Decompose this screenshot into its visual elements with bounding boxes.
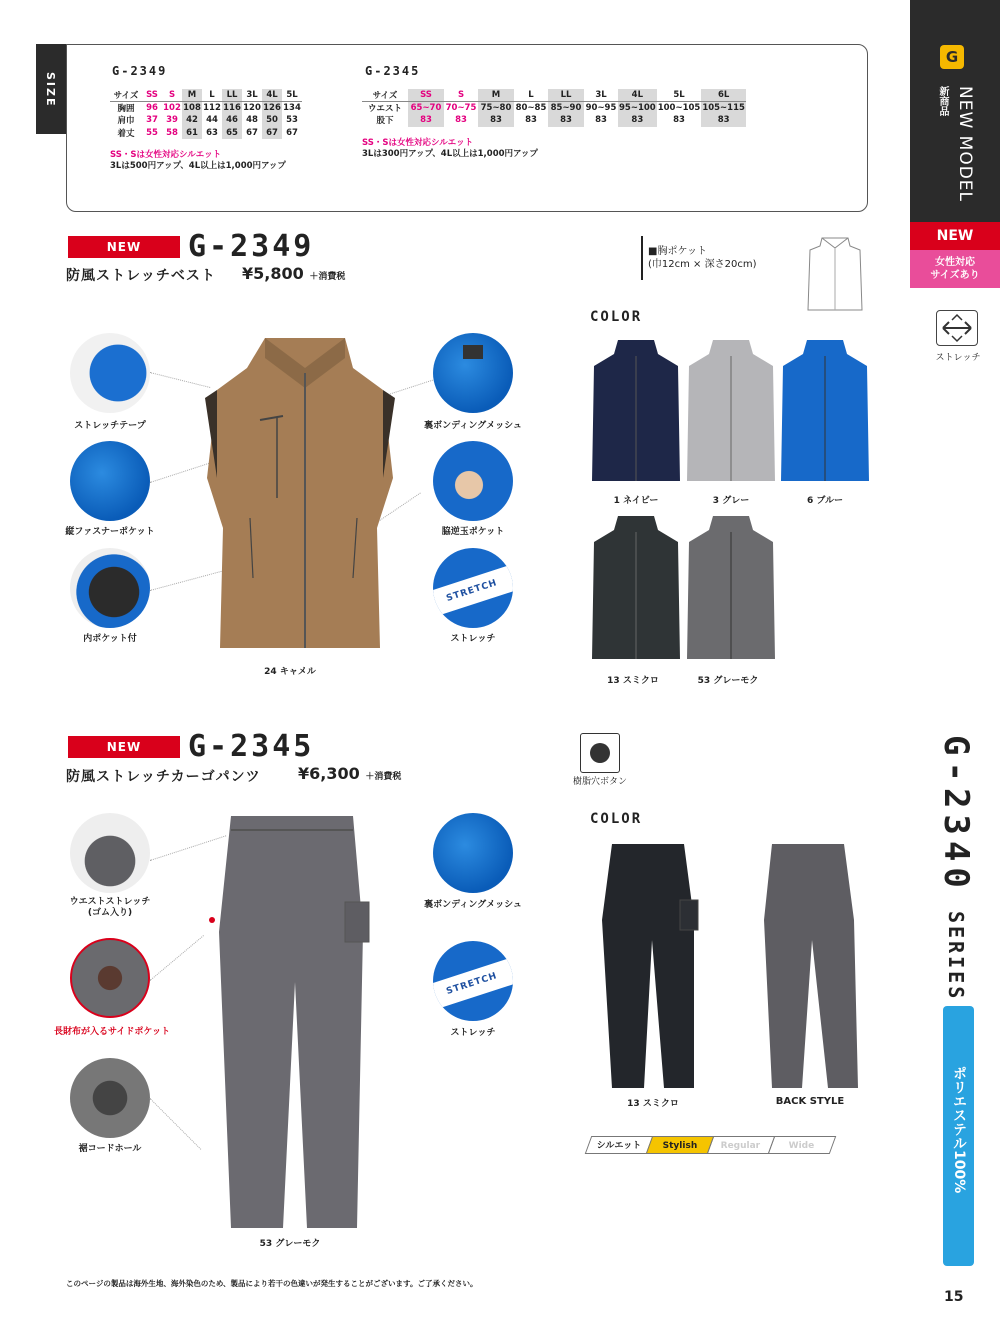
cell: 65~70: [408, 102, 444, 115]
header-cell: S: [444, 89, 478, 102]
series-number: G-2340: [936, 735, 976, 894]
header-cell: サイズ: [362, 89, 408, 102]
table-row: [362, 102, 746, 115]
cell: 120: [243, 103, 261, 113]
silhouette-label: シルエット: [585, 1136, 654, 1154]
header-cell: L: [202, 89, 222, 102]
pocket-note-size: (巾12cm × 深さ20cm): [648, 259, 757, 270]
women-size-badge: [910, 250, 1000, 288]
g2349-size-table: [110, 89, 302, 139]
series-title: [936, 735, 976, 1002]
cell: 83: [701, 114, 746, 127]
cell: 83: [478, 114, 514, 127]
women-size-line2: サイズあり: [930, 270, 980, 281]
footnote: このページの製品は海外生地、海外染色のため、製品により若干の色違いが発生することがございます。ご了承ください。: [66, 1279, 478, 1288]
feature-label: 裾コードホール: [78, 1144, 142, 1154]
vest-color-heading: COLOR: [590, 309, 643, 325]
note-women: SS・Sは女性対応シルエット: [110, 150, 222, 160]
cell: 83: [408, 114, 444, 127]
cell: 46: [222, 114, 242, 127]
cell: 67: [286, 127, 298, 138]
header-cell: SS: [408, 89, 444, 102]
table-row: [110, 102, 302, 115]
g2345-size-table: [362, 89, 746, 127]
cell: 67: [262, 127, 282, 140]
zipper-pocket-detail-image: [70, 441, 150, 521]
new-model-label: NEW MODEL: [955, 86, 975, 203]
vest-color-gray-image: [683, 336, 779, 484]
pants-product-name: 防風ストレッチカーゴパンツ: [66, 769, 261, 785]
pants-color-sumikuro-image: [598, 840, 708, 1090]
vest-color-blue-image: [777, 336, 873, 484]
shinshouhin-label: 新商品: [937, 86, 948, 116]
size-tab: SIZE: [36, 44, 66, 134]
pants-color-sumikuro-label: 13 スミクロ: [627, 1099, 679, 1109]
side-pocket-detail-image: [433, 441, 513, 521]
row-label: 着丈: [117, 128, 135, 139]
stretch-word: STRETCH: [433, 958, 513, 1011]
cell: 95~100: [619, 103, 656, 113]
bonding-mesh-detail-image: [433, 813, 513, 893]
vest-price: [242, 264, 345, 283]
cell: 96: [146, 103, 158, 113]
vest-color-navy-image: [588, 336, 684, 484]
vest-color-blue-label: 6 ブルー: [806, 496, 844, 506]
header-cell: LL: [548, 89, 584, 102]
silhouette-regular: Regular: [707, 1136, 776, 1154]
cell: 85~90: [548, 102, 584, 115]
cell: 112: [203, 103, 221, 113]
header-cell: 5L: [282, 89, 302, 102]
cell: 70~75: [445, 103, 477, 113]
feature-label: 裏ボンディングメッシュ: [424, 421, 522, 431]
vest-color-navy-label: 1 ネイビー: [613, 496, 659, 506]
cell: 100~105: [657, 103, 701, 113]
header-cell: S: [162, 89, 182, 102]
note-price: 3Lは500円アップ、4L以上は1,000円アップ: [110, 161, 286, 171]
header-cell: M: [182, 89, 202, 102]
stretch-icon: [936, 310, 978, 346]
stretch-tape-detail-image: [70, 333, 150, 413]
table-row: [110, 114, 302, 127]
waist-stretch-detail-image: [70, 813, 150, 893]
pants-new-badge: NEW: [68, 736, 180, 758]
header-cell: 4L: [618, 89, 657, 102]
vest-color-sumikuro-image: [588, 512, 684, 662]
cell: 61: [182, 127, 202, 140]
pants-price: [298, 764, 401, 783]
cell: 42: [182, 114, 202, 127]
cell: 67: [246, 127, 258, 138]
hem-cord-hole-detail-image: [70, 1058, 150, 1138]
cell: 83: [618, 114, 657, 127]
row-label: 胸囲: [117, 104, 135, 114]
stretch-detail-image: [433, 941, 513, 1021]
cell: 39: [166, 115, 178, 126]
sidebar-new-badge: NEW: [910, 222, 1000, 250]
vest-color-graymoku-image: [683, 512, 779, 662]
header-cell: M: [478, 89, 514, 102]
silhouette-scale: [588, 1136, 832, 1154]
vest-main-color-label: 24 キャメル: [264, 667, 316, 677]
cell: 53: [286, 115, 298, 126]
cell: 105~115: [702, 103, 745, 113]
pants-main-image: [195, 812, 395, 1232]
women-size-line1: 女性対応: [935, 257, 975, 268]
table-row: [110, 127, 302, 140]
pants-back-style-image: [758, 840, 868, 1090]
header-cell: SS: [142, 89, 162, 102]
vest-color-graymoku-label: 53 グレーモク: [697, 676, 759, 686]
header-cell: サイズ: [110, 89, 142, 102]
resin-button-label: 樹脂穴ボタン: [572, 777, 627, 787]
cell: 44: [206, 115, 218, 126]
cell: 50: [262, 114, 282, 127]
feature-label: ストレッチ: [450, 1028, 496, 1038]
cell: 65: [222, 127, 242, 140]
vest-new-badge: NEW: [68, 236, 180, 258]
leader-line: [150, 1098, 202, 1150]
vest-product-name: 防風ストレッチベスト: [66, 268, 216, 284]
side-pocket-detail-image: [70, 938, 150, 1018]
page-number: 15: [944, 1289, 964, 1305]
pants-model-number: G-2345: [188, 729, 315, 764]
header-cell: 4L: [262, 89, 282, 102]
silhouette-wide: Wide: [768, 1136, 837, 1154]
silhouette-stylish: Stylish: [646, 1136, 715, 1154]
vest-color-sumikuro-label: 13 スミクロ: [607, 676, 659, 686]
row-label: 股下: [376, 116, 394, 127]
feature-label: [60, 897, 160, 919]
cell: 48: [246, 115, 258, 126]
g2349-size-title: G-2349: [112, 64, 168, 78]
series-word: SERIES: [944, 911, 968, 1002]
feature-label: ストレッチ: [450, 634, 496, 644]
material-label: ポリエステル100%: [951, 1066, 967, 1194]
note-women: SS・Sは女性対応シルエット: [362, 138, 474, 148]
feature-label: ストレッチテープ: [74, 421, 146, 431]
cell: 58: [166, 127, 178, 138]
pants-main-color-label: 53 グレーモク: [259, 1239, 321, 1249]
pants-color-heading: COLOR: [590, 811, 643, 827]
vest-pocket-note: [648, 245, 756, 271]
cell: 75~80: [478, 102, 514, 115]
cell: 134: [283, 103, 301, 113]
header-cell: L: [514, 89, 548, 102]
header-cell: LL: [222, 89, 242, 102]
cell: 55: [146, 127, 158, 138]
feature-label: 内ポケット付: [83, 634, 137, 644]
cell: 126: [263, 103, 281, 113]
stretch-word: STRETCH: [433, 565, 513, 618]
pants-back-style-label: BACK STYLE: [775, 1096, 845, 1107]
stretch-icon-label: ストレッチ: [935, 353, 981, 363]
cell: 83: [455, 115, 467, 126]
row-label: ウエスト: [367, 104, 402, 114]
cell: 108: [183, 103, 201, 113]
feature-label-line2: (ゴム入り): [87, 908, 133, 918]
vest-tax-label: ＋消費税: [309, 272, 346, 282]
cell: 83: [595, 115, 607, 126]
g2345-size-notes: [362, 138, 538, 160]
bonding-mesh-detail-image: [433, 333, 513, 413]
feature-label: 縦ファスナーポケット: [65, 527, 155, 537]
pocket-note-bar: [641, 236, 643, 280]
feature-label-line1: ウエストストレッチ: [69, 897, 151, 907]
cell: 102: [163, 103, 181, 113]
cell: 83: [525, 115, 537, 126]
header-cell: 5L: [657, 89, 702, 102]
feature-label: 脇逆玉ポケット: [441, 527, 505, 537]
cell: 80~85: [515, 103, 547, 113]
cell: 90~95: [585, 103, 617, 113]
inner-pocket-detail-image: [70, 548, 150, 628]
cell: 37: [146, 115, 158, 126]
stretch-detail-image: [433, 548, 513, 628]
pants-tax-label: ＋消費税: [365, 772, 402, 782]
cell: 83: [673, 115, 685, 126]
resin-button-icon: [580, 733, 620, 773]
cell: 63: [206, 127, 218, 138]
cell: 83: [548, 114, 584, 127]
vest-flat-drawing: [800, 232, 870, 316]
vest-main-image: [195, 328, 415, 658]
header-cell: 6L: [701, 89, 746, 102]
table-row: [362, 114, 746, 127]
pocket-note-title: ■胸ポケット: [648, 246, 707, 257]
brand-logo-icon: G: [940, 45, 964, 69]
g2349-size-notes: [110, 150, 286, 172]
vest-model-number: G-2349: [188, 229, 315, 264]
feature-label: 長財布が入るサイドポケット: [54, 1027, 170, 1037]
vest-price-value: ¥5,800: [242, 264, 304, 283]
material-badge: [943, 1006, 974, 1266]
feature-label: 裏ボンディングメッシュ: [424, 900, 522, 910]
row-label: 肩巾: [117, 116, 135, 127]
header-cell: 3L: [584, 89, 618, 102]
pants-price-value: ¥6,300: [298, 764, 360, 783]
g2345-size-title: G-2345: [365, 64, 421, 78]
header-cell: 3L: [242, 89, 262, 102]
vest-color-gray-label: 3 グレー: [712, 496, 750, 506]
cell: 116: [223, 103, 241, 113]
note-price: 3Lは300円アップ、4L以上は1,000円アップ: [362, 149, 538, 159]
